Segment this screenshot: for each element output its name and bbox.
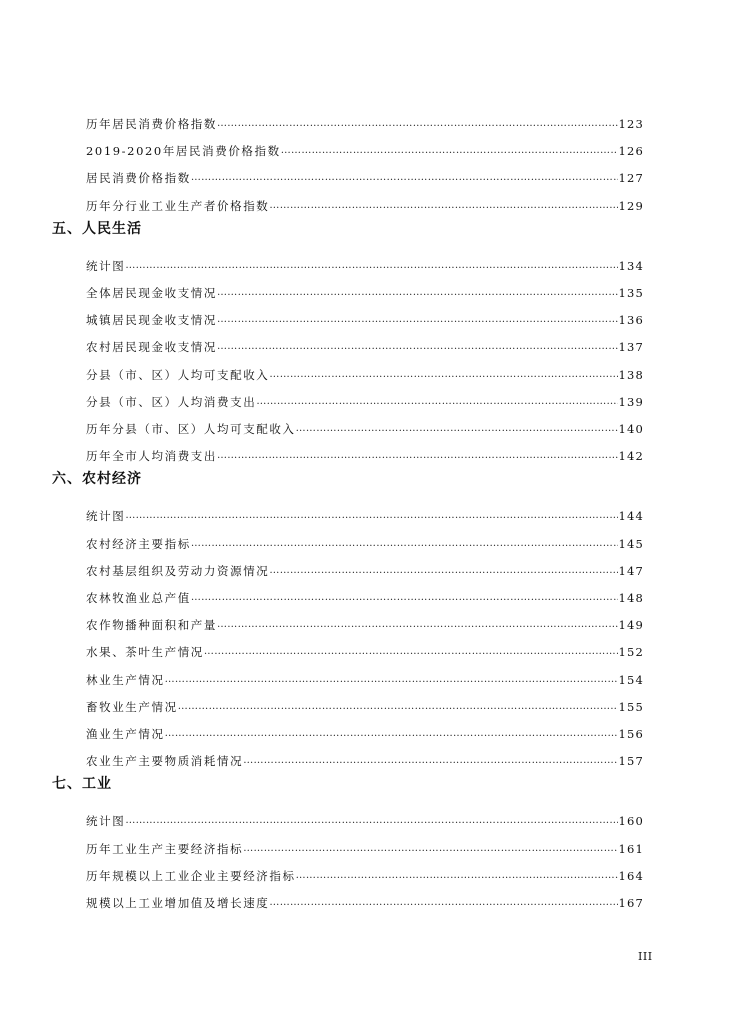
toc-entry[interactable] — [86, 307, 644, 327]
toc-entry-title: 分县（市、区）人均可支配收入 — [86, 367, 270, 382]
dot-leader — [165, 727, 619, 741]
toc-entry[interactable] — [86, 667, 644, 687]
toc-entry-page: 126 — [618, 144, 644, 159]
toc-entry-page: 135 — [618, 286, 644, 300]
toc-entry-title: 林业生产情况 — [86, 672, 165, 687]
toc-entry-title: 规模以上工业增加值及增长速度 — [86, 896, 270, 910]
toc-entry-page: 147 — [618, 563, 644, 578]
dot-leader — [217, 340, 618, 354]
toc-entry-page: 149 — [618, 618, 644, 633]
dot-leader — [217, 618, 618, 632]
toc-entry-page: 156 — [618, 727, 644, 741]
toc-entry[interactable] — [86, 362, 644, 382]
toc-entry-title: 历年分县（市、区）人均可支配收入 — [86, 422, 296, 436]
toc-entry-title: 农业生产主要物质消耗情况 — [86, 754, 244, 769]
toc-entry[interactable] — [86, 694, 644, 714]
toc-entry-title: 统计图 — [86, 509, 126, 524]
toc-entry-page: 138 — [618, 367, 644, 382]
toc-entry[interactable] — [86, 748, 644, 768]
toc-entry-title: 历年全市人均消费支出 — [86, 449, 217, 464]
toc-entry-page: 160 — [618, 814, 644, 829]
toc-entry[interactable] — [86, 165, 644, 185]
toc-entry-page: 144 — [618, 509, 644, 524]
dot-leader — [243, 842, 618, 856]
toc-entry[interactable] — [86, 836, 644, 856]
toc-entry-title: 渔业生产情况 — [86, 727, 165, 741]
toc-entry-page: 148 — [618, 591, 644, 605]
dot-leader — [217, 117, 618, 131]
toc-entry-page: 123 — [618, 117, 644, 131]
toc-entry-title: 农村居民现金收支情况 — [86, 340, 217, 355]
dot-leader — [269, 368, 618, 382]
toc-entry-title: 统计图 — [86, 258, 126, 273]
toc-entry-title: 农村基层组织及劳动力资源情况 — [86, 563, 270, 578]
toc-entry[interactable] — [86, 531, 644, 551]
dot-leader — [296, 869, 619, 883]
toc-entry-page: 136 — [618, 313, 644, 328]
toc-entry[interactable] — [86, 193, 644, 213]
dot-leader — [178, 700, 619, 714]
section-heading: 七、工业 — [52, 776, 112, 793]
page-number: III — [638, 950, 653, 963]
toc-entry[interactable] — [86, 639, 644, 659]
dot-leader — [125, 509, 618, 523]
toc-entry[interactable] — [86, 389, 644, 409]
dot-leader — [256, 395, 618, 409]
dot-leader — [217, 286, 618, 300]
toc-entry-page: 155 — [618, 699, 644, 714]
toc-entry-title: 分县（市、区）人均消费支出 — [86, 394, 257, 409]
toc-entry-page: 137 — [618, 340, 644, 355]
toc-entry[interactable] — [86, 253, 644, 273]
dot-leader — [269, 199, 618, 213]
toc-entry-title: 历年工业生产主要经济指标 — [86, 841, 244, 856]
toc-entry[interactable] — [86, 721, 644, 741]
toc-entry-page: 152 — [618, 645, 644, 660]
dot-leader — [191, 171, 619, 185]
toc-entry-title: 历年规模以上工业企业主要经济指标 — [86, 868, 296, 883]
toc-entry-title: 畜牧业生产情况 — [86, 699, 178, 714]
toc-entry-page: 134 — [618, 258, 644, 273]
toc-entry-title: 统计图 — [86, 814, 126, 829]
toc-entry-title: 居民消费价格指数 — [86, 171, 191, 186]
toc-entry[interactable] — [86, 585, 644, 605]
toc-entry-title: 农村经济主要指标 — [86, 536, 191, 551]
toc-entry-page: 157 — [618, 754, 644, 769]
toc-entry[interactable] — [86, 334, 644, 354]
toc-entry[interactable] — [86, 443, 644, 463]
toc-entry-title: 历年分行业工业生产者价格指数 — [86, 198, 270, 213]
toc-entry-title: 城镇居民现金收支情况 — [86, 313, 217, 328]
toc-entry-page: 167 — [618, 896, 644, 910]
toc-entry[interactable] — [86, 503, 644, 523]
toc-entry[interactable] — [86, 863, 644, 883]
section-heading: 五、人民生活 — [52, 220, 142, 237]
dot-leader — [296, 422, 619, 436]
toc-entry-title: 水果、茶叶生产情况 — [86, 645, 204, 660]
toc-entry-page: 129 — [618, 198, 644, 213]
toc-entry-page: 145 — [618, 536, 644, 551]
dot-leader — [125, 259, 618, 273]
dot-leader — [125, 814, 618, 828]
toc-entry[interactable] — [86, 558, 644, 578]
toc-entry-page: 127 — [618, 171, 644, 186]
dot-leader — [217, 449, 618, 463]
dot-leader — [191, 591, 619, 605]
toc-entry-title: 历年居民消费价格指数 — [86, 117, 217, 131]
toc-entry[interactable] — [86, 808, 644, 828]
toc-entry-page: 140 — [618, 422, 644, 436]
dot-leader — [204, 645, 619, 659]
toc-entry-page: 139 — [618, 394, 644, 409]
dot-leader — [165, 673, 619, 687]
toc-entry-page: 154 — [618, 672, 644, 687]
dot-leader — [243, 754, 618, 768]
dot-leader — [281, 144, 619, 158]
toc-entry-page: 161 — [618, 841, 644, 856]
toc-entry[interactable] — [86, 890, 644, 910]
dot-leader — [217, 313, 618, 327]
toc-entry[interactable] — [86, 280, 644, 300]
toc-entry-title: 全体居民现金收支情况 — [86, 286, 217, 300]
toc-entry[interactable] — [86, 138, 644, 158]
toc-entry-title: 农林牧渔业总产值 — [86, 591, 191, 605]
section-heading: 六、农村经济 — [52, 471, 142, 488]
dot-leader — [191, 537, 619, 551]
toc-entry[interactable] — [86, 416, 644, 436]
toc-entry[interactable] — [86, 612, 644, 632]
toc-entry[interactable] — [86, 111, 644, 131]
toc-entry-page: 164 — [618, 868, 644, 883]
toc-entry-title: 2019-2020年居民消费价格指数 — [86, 144, 281, 159]
toc-entry-title: 农作物播种面积和产量 — [86, 618, 217, 633]
toc-entry-page: 142 — [618, 449, 644, 464]
dot-leader — [269, 896, 618, 910]
dot-leader — [269, 564, 618, 578]
